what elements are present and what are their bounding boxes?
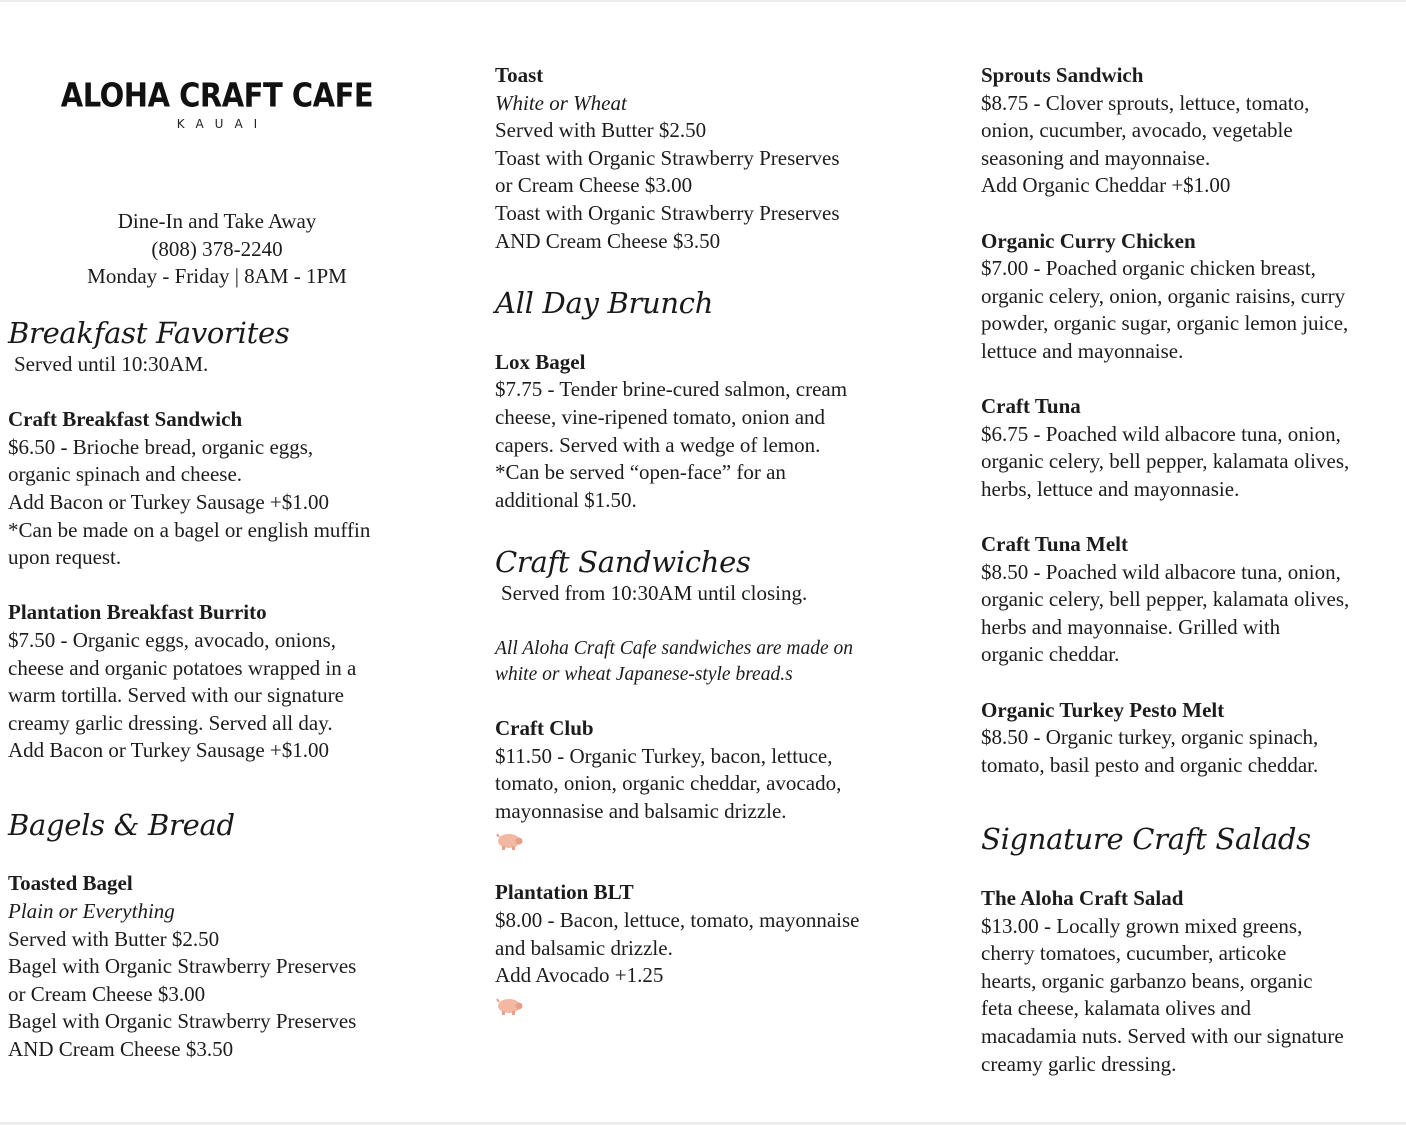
cafe-info: [8, 208, 426, 291]
item-line: Bagel with Organic Strawberry Preserves: [8, 1009, 357, 1034]
item-line: $8.50 - Organic turkey, organic spinach,: [981, 725, 1319, 750]
logo-main-text: ALOHA CRAFT CAFE: [60, 75, 374, 115]
menu-item-plantation-breakfast-burrito: [8, 599, 428, 765]
item-line: Served with Butter $2.50: [495, 118, 707, 143]
menu-item-craft-breakfast-sandwich: [8, 406, 428, 572]
item-line: Toast with Organic Strawberry Preserves: [495, 145, 840, 170]
item-line: Add Bacon or Turkey Sausage +$1.00: [8, 489, 329, 514]
item-line: Add Avocado +1.25: [495, 963, 664, 988]
item-line: cheese and organic potatoes wrapped in a: [8, 655, 357, 680]
item-name: Lox Bagel: [495, 349, 586, 374]
item-name: Toast: [495, 63, 544, 87]
item-name: Toasted Bagel: [8, 871, 133, 896]
menu-column-1: [8, 62, 428, 1064]
item-line: mayonnasise and balsamic drizzle.: [495, 798, 787, 823]
menu-column-3: [981, 62, 1401, 1078]
item-line: organic celery, onion, organic raisins, curry: [981, 283, 1346, 308]
item-line: $6.50 - Brioche bread, organic eggs,: [8, 434, 314, 459]
item-line: powder, organic sugar, organic lemon juice,: [981, 311, 1349, 336]
item-name: Craft Tuna: [981, 394, 1081, 419]
item-line: $13.00 - Locally grown mixed greens,: [981, 913, 1303, 938]
item-line: $7.00 - Poached organic chicken breast,: [981, 256, 1316, 281]
menu-item-lox-bagel: [495, 349, 935, 515]
item-subtitle: White or Wheat: [495, 90, 627, 115]
item-subtitle: Plain or Everything: [8, 899, 175, 924]
item-line: *Can be served “open-face” for an: [495, 460, 786, 485]
item-name: Plantation BLT: [495, 880, 634, 905]
item-line: capers. Served with a wedge of lemon.: [495, 432, 821, 457]
item-line: additional $1.50.: [495, 487, 637, 512]
item-line: Served with Butter $2.50: [8, 926, 220, 951]
sandwiches-note: Served from 10:30AM until closing.: [501, 581, 808, 606]
item-name: Plantation Breakfast Burrito: [8, 600, 267, 625]
item-line: organic celery, bell pepper, kalamata olives,: [981, 449, 1350, 474]
item-line: organic celery, bell pepper, kalamata olives,: [981, 587, 1350, 612]
item-line: feta cheese, kalamata olives and: [981, 996, 1251, 1021]
item-line: $8.00 - Bacon, lettuce, tomato, mayonnaise: [495, 908, 860, 933]
item-line: $7.50 - Organic eggs, avocado, onions,: [8, 627, 336, 652]
item-line: $8.50 - Poached wild albacore tuna, onion,: [981, 559, 1341, 584]
item-line: *Can be made on a bagel or english muffin: [8, 517, 371, 542]
item-line: AND Cream Cheese $3.50: [8, 1037, 234, 1062]
opening-hours: Monday - Friday | 8AM - 1PM: [87, 264, 347, 289]
item-line: herbs, lettuce and mayonnasie.: [981, 476, 1240, 501]
menu-item-aloha-craft-salad: [981, 885, 1401, 1078]
item-name: The Aloha Craft Salad: [981, 886, 1184, 911]
section-title-bagels: Bagels & Bread: [8, 807, 235, 842]
section-title-brunch: All Day Brunch: [495, 286, 714, 321]
item-name: Craft Tuna Melt: [981, 532, 1128, 557]
menu-item-sprouts-sandwich: [981, 62, 1401, 200]
item-line: herbs and mayonnaise. Grilled with: [981, 614, 1281, 639]
section-title-breakfast: Breakfast Favorites: [8, 315, 290, 350]
item-line: AND Cream Cheese $3.50: [495, 228, 721, 253]
menu-item-organic-curry-chicken: [981, 228, 1401, 366]
menu-column-2: [495, 62, 935, 1022]
section-title-salads: Signature Craft Salads: [981, 822, 1311, 857]
item-line: cheese, vine-ripened tomato, onion and: [495, 404, 826, 429]
menu-item-craft-tuna-melt: [981, 531, 1401, 669]
item-line: macadamia nuts. Served with our signature: [981, 1024, 1344, 1048]
pig-icon: [495, 996, 935, 1022]
item-line: onion, cucumber, avocado, vegetable: [981, 118, 1293, 143]
item-line: seasoning and mayonnaise.: [981, 145, 1211, 170]
item-line: Bagel with Organic Strawberry Preserves: [8, 954, 357, 979]
item-line: creamy garlic dressing. Served all day.: [8, 710, 333, 735]
item-line: cherry tomatoes, cucumber, articoke: [981, 941, 1287, 966]
intro-line: white or wheat Japanese-style bread.s: [495, 663, 793, 685]
logo-sub-text: KAUAI: [176, 116, 269, 131]
item-line: hearts, organic garbanzo beans, organic: [981, 968, 1313, 993]
item-name: Organic Curry Chicken: [981, 228, 1196, 253]
intro-line: All Aloha Craft Cafe sandwiches are made on: [495, 637, 854, 659]
item-line: $8.75 - Clover sprouts, lettuce, tomato,: [981, 90, 1310, 115]
menu-item-toasted-bagel: [8, 870, 428, 1063]
item-line: tomato, basil pesto and organic cheddar.: [981, 752, 1319, 777]
item-line: or Cream Cheese $3.00: [8, 981, 206, 1006]
item-name: Sprouts Sandwich: [981, 63, 1144, 87]
item-line: Toast with Organic Strawberry Preserves: [495, 200, 840, 225]
item-line: organic spinach and cheese.: [8, 462, 243, 487]
item-name: Craft Club: [495, 716, 594, 741]
item-line: and balsamic drizzle.: [495, 935, 673, 960]
item-line: Add Organic Cheddar +$1.00: [981, 173, 1231, 198]
menu-item-toast: [495, 62, 935, 255]
item-line: lettuce and mayonnaise.: [981, 338, 1184, 363]
item-name: Organic Turkey Pesto Melt: [981, 697, 1225, 722]
menu-item-craft-club: [495, 715, 935, 857]
item-name: Craft Breakfast Sandwich: [8, 407, 243, 432]
item-line: warm tortilla. Served with our signature: [8, 683, 344, 708]
menu-item-organic-turkey-pesto-melt: [981, 697, 1401, 780]
menu-item-plantation-blt: [495, 879, 935, 1021]
section-title-sandwiches: Craft Sandwiches: [495, 545, 751, 580]
breakfast-note: Served until 10:30AM.: [14, 351, 209, 376]
item-line: Add Bacon or Turkey Sausage +$1.00: [8, 738, 329, 763]
item-line: tomato, onion, organic cheddar, avocado,: [495, 771, 842, 796]
cafe-logo: [8, 75, 426, 138]
menu-item-craft-tuna: [981, 393, 1401, 503]
item-line: $11.50 - Organic Turkey, bacon, lettuce,: [495, 743, 833, 768]
service-text: Dine-In and Take Away: [117, 209, 317, 234]
item-line: or Cream Cheese $3.00: [495, 173, 693, 198]
item-line: organic cheddar.: [981, 642, 1120, 667]
sandwiches-intro: [495, 636, 935, 688]
pig-icon: [495, 831, 935, 857]
item-line: $7.75 - Tender brine-cured salmon, cream: [495, 377, 848, 402]
top-border: [0, 0, 1406, 2]
phone-number: (808) 378-2240: [151, 236, 283, 261]
item-line: $6.75 - Poached wild albacore tuna, onion,: [981, 421, 1341, 446]
item-line: creamy garlic dressing.: [981, 1051, 1177, 1076]
item-line: upon request.: [8, 545, 122, 570]
